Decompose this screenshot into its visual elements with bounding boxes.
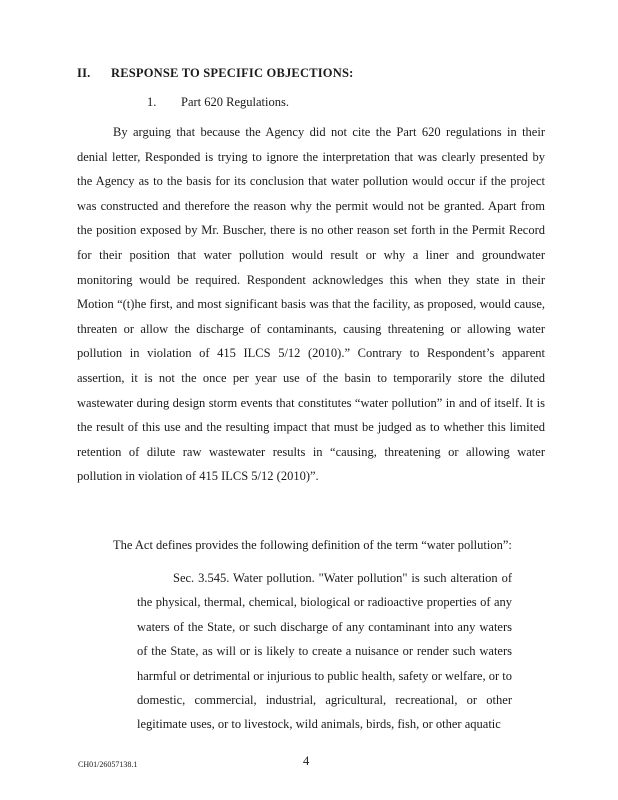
section-heading [77,66,353,81]
subsection-number: 1. [147,95,157,109]
subsection-title: Part 620 Regulations. [181,95,289,109]
block-quote: Sec. 3.545. Water pollution. "Water pollution" is such alteration of the physical, thermal, chemical, biological or radioactive properties of any waters of the State, or such discharge of any contaminant into any waters of the State, as will or is likely to create a nuisance or render such waters harmful or detrimental or injurious to public health, safety or welfare, or to domestic, commercial, industrial, agricultural, recreational, or other legitimate uses, or to livestock, wild animals, birds, fish, or other aquatic [137,571,512,732]
page-number: 4 [303,754,310,768]
section-title: RESPONSE TO SPECIFIC OBJECTIONS: [111,66,354,80]
document-id: CH01/26057138.1 [78,760,138,769]
definition-intro: The Act defines provides the following definition of the term “water pollution”: [113,538,512,552]
section-number: II. [77,66,91,80]
body-paragraph: By arguing that because the Agency did not cite the Part 620 regulations in their denial letter, Responded is trying to ignore the interpretation that was clearly presented by the Agency as to the basis for its conclusion that water pollution would occur if the project was constructed and therefore the reason why the permit would not be granted. Apart from the position exposed by Mr. Buscher, there is no other reason set forth in the Permit Record for their position that water pollution would result or why a liner and groundwater monitoring would be required. Respondent acknowledges this when they state in their Motion “(t)he first, and most significant basis was that the facility, as proposed, would cause, threaten or allow the discharge of contaminants, causing threatening or allowing water pollution in violation of 415 ILCS 5/12 (2010).” Contrary to Respondent’s apparent assertion, it is not the once per year use of the basin to temporarily store the diluted wastewater during design storm events that constitutes “water pollution” in and of itself. It is the result of this use and the resulting impact that must be judged as to whether this limited retention of dilute raw wastewater results in “causing, threatening or allowing water pollution in violation of 415 ILCS 5/12 (2010)”. [77,125,545,484]
subsection-heading [147,95,289,110]
